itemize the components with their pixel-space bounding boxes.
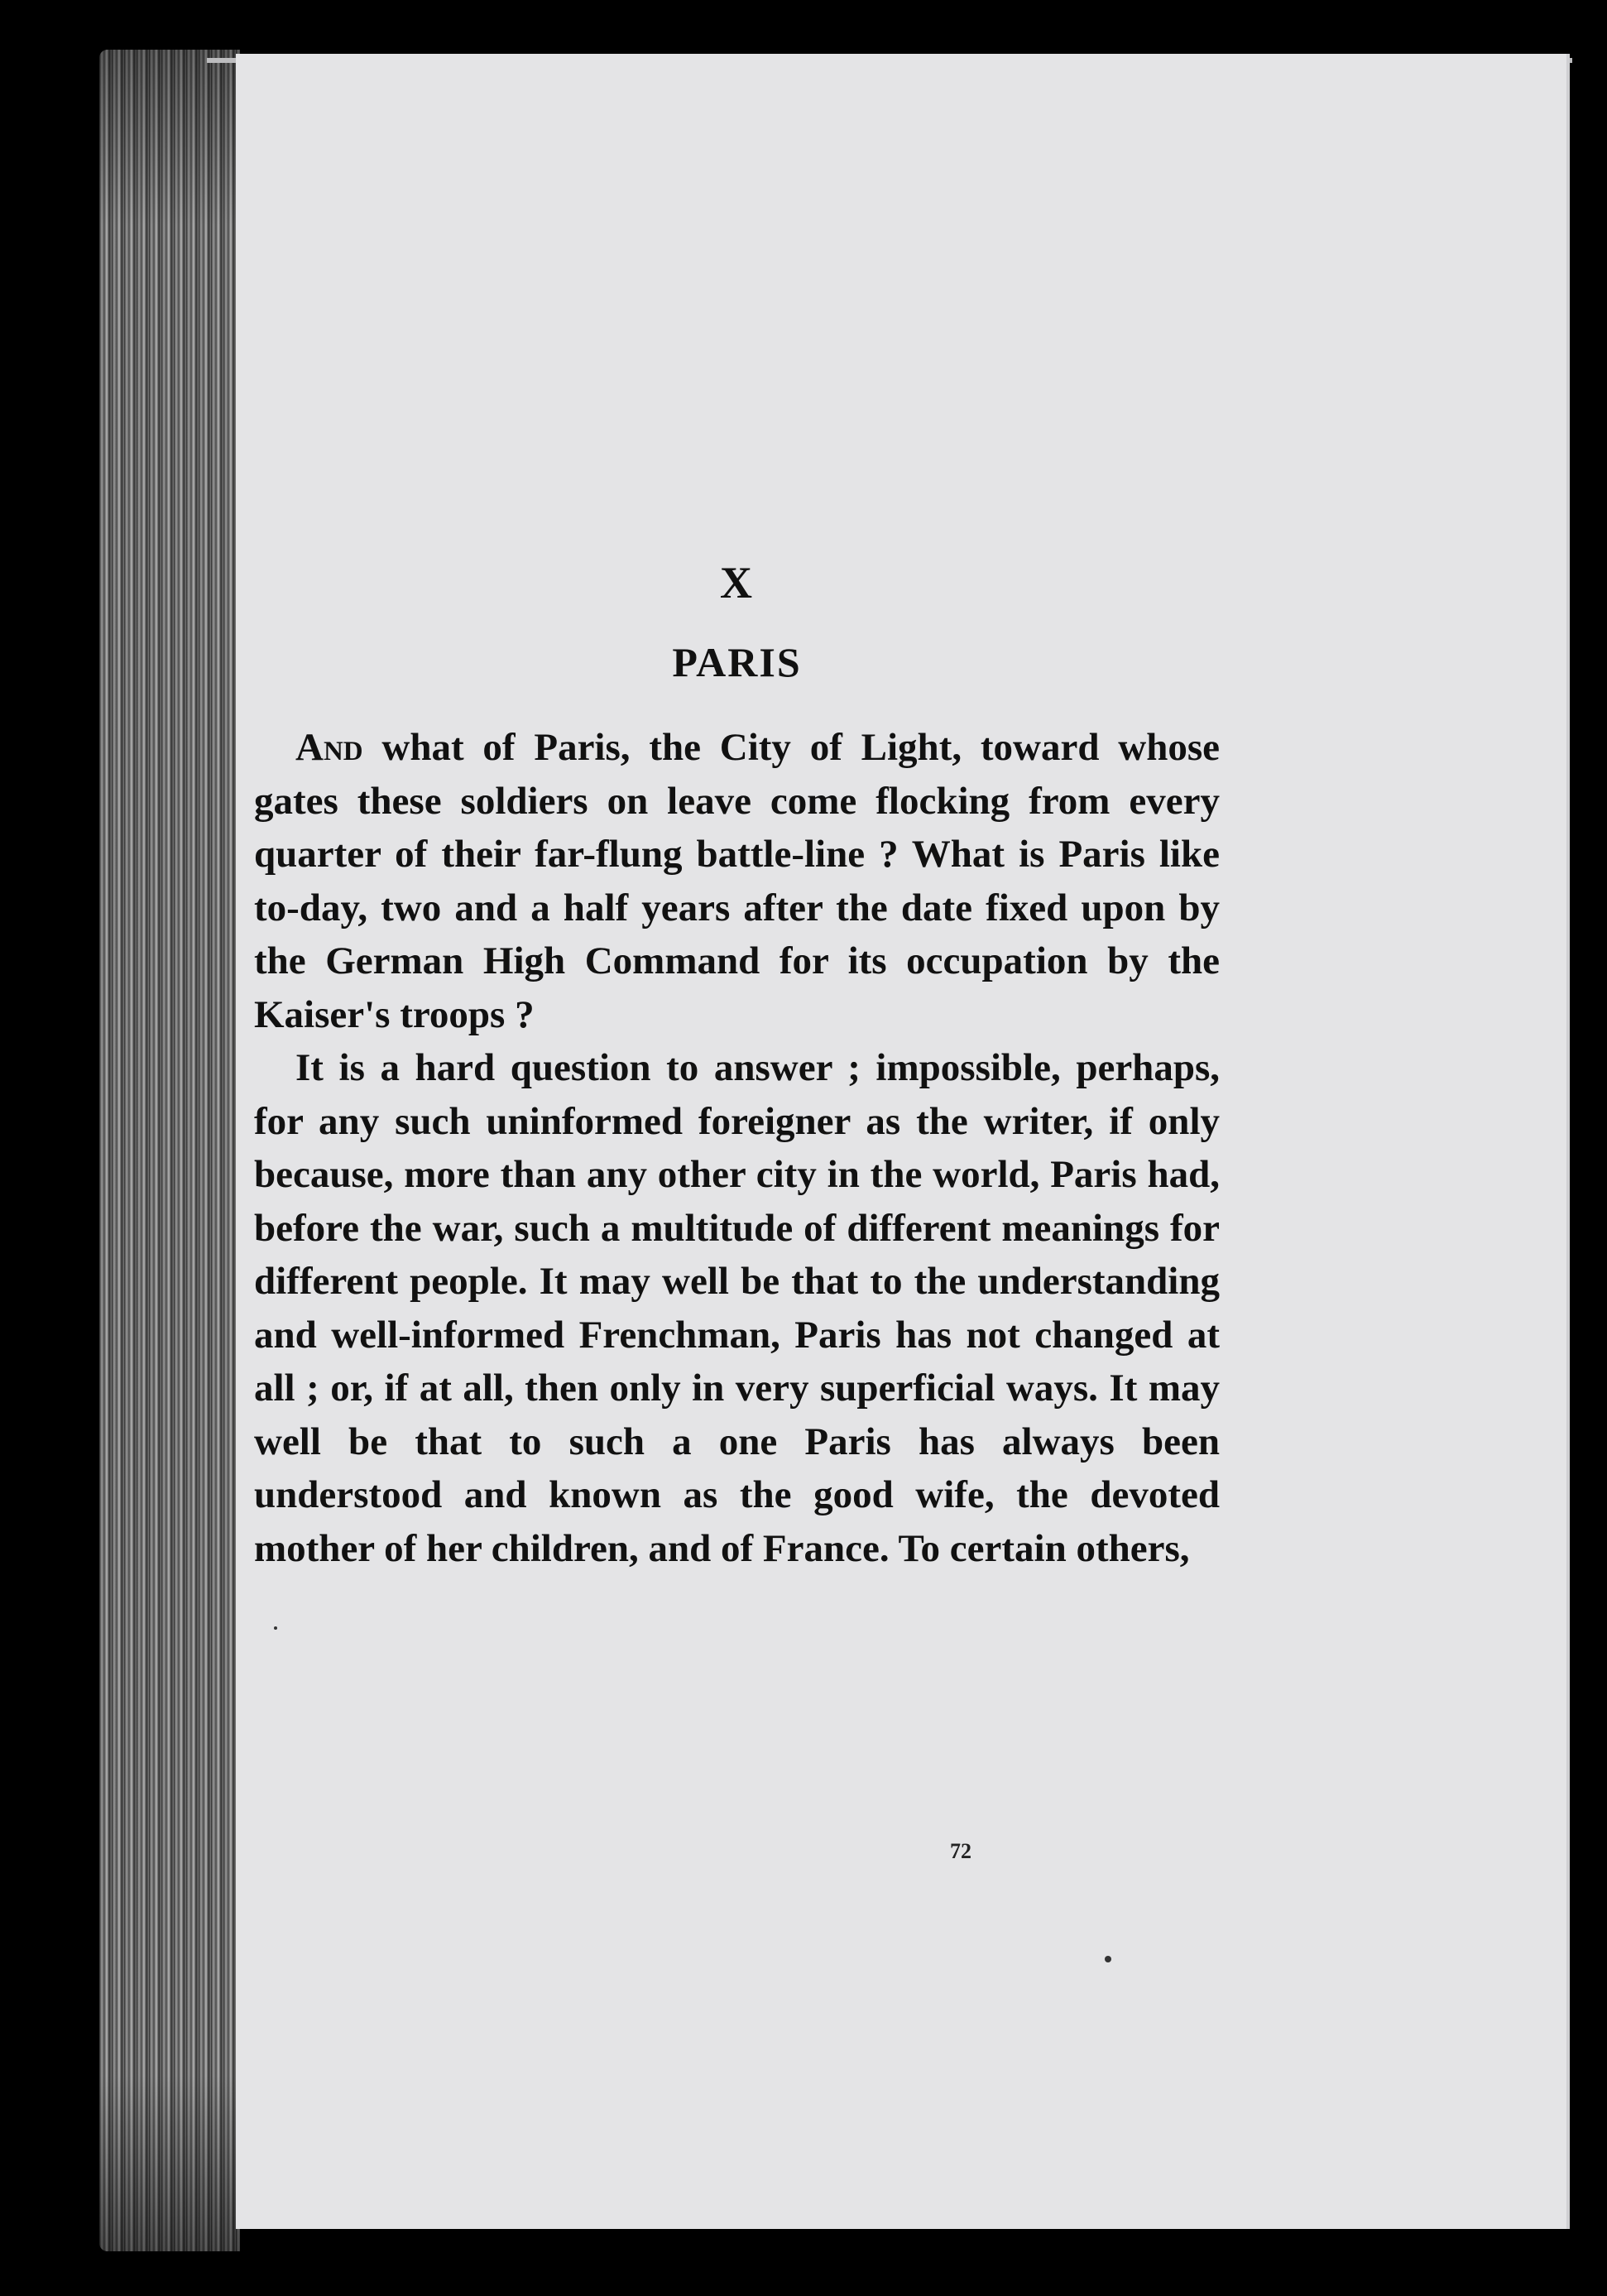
chapter-number: X: [720, 558, 754, 608]
page-speck: [274, 1626, 277, 1630]
paragraph-text: what of Paris, the City of Light, toward whose gates these soldiers on leave come flocking from every quarter of their far-flung battle-line ? What is Paris like to-day, two and a half years after the date fixed upon by the German High Command for its occupation by the Kaiser's troops ?: [254, 726, 1220, 1036]
paragraph-text: It is a hard question to answer ; impossible, perhaps, for any such uninformed foreigner as the writer, if only because, more than any other city in the world, Paris had, before the war, such a multitude of different meanings for different people. It may well be that to the understanding and well-informed Frenchman, Paris has not changed at all ; or, if at all, then only in very superficial ways. It may well be that to such a one Paris has always been understood and known as the good wife, the devoted mother of her children, and of France. To certain others,: [254, 1046, 1220, 1570]
paragraph-2: [254, 1041, 1220, 1575]
paragraph-1: [254, 721, 1220, 1041]
book-page-edges: [99, 50, 240, 2251]
page-speck: [1105, 1956, 1111, 1962]
paragraph-lead-word: And: [295, 726, 363, 769]
page-text: [254, 560, 1220, 1575]
page-number: 72: [950, 1839, 971, 1863]
chapter-title: PARIS: [672, 639, 802, 685]
